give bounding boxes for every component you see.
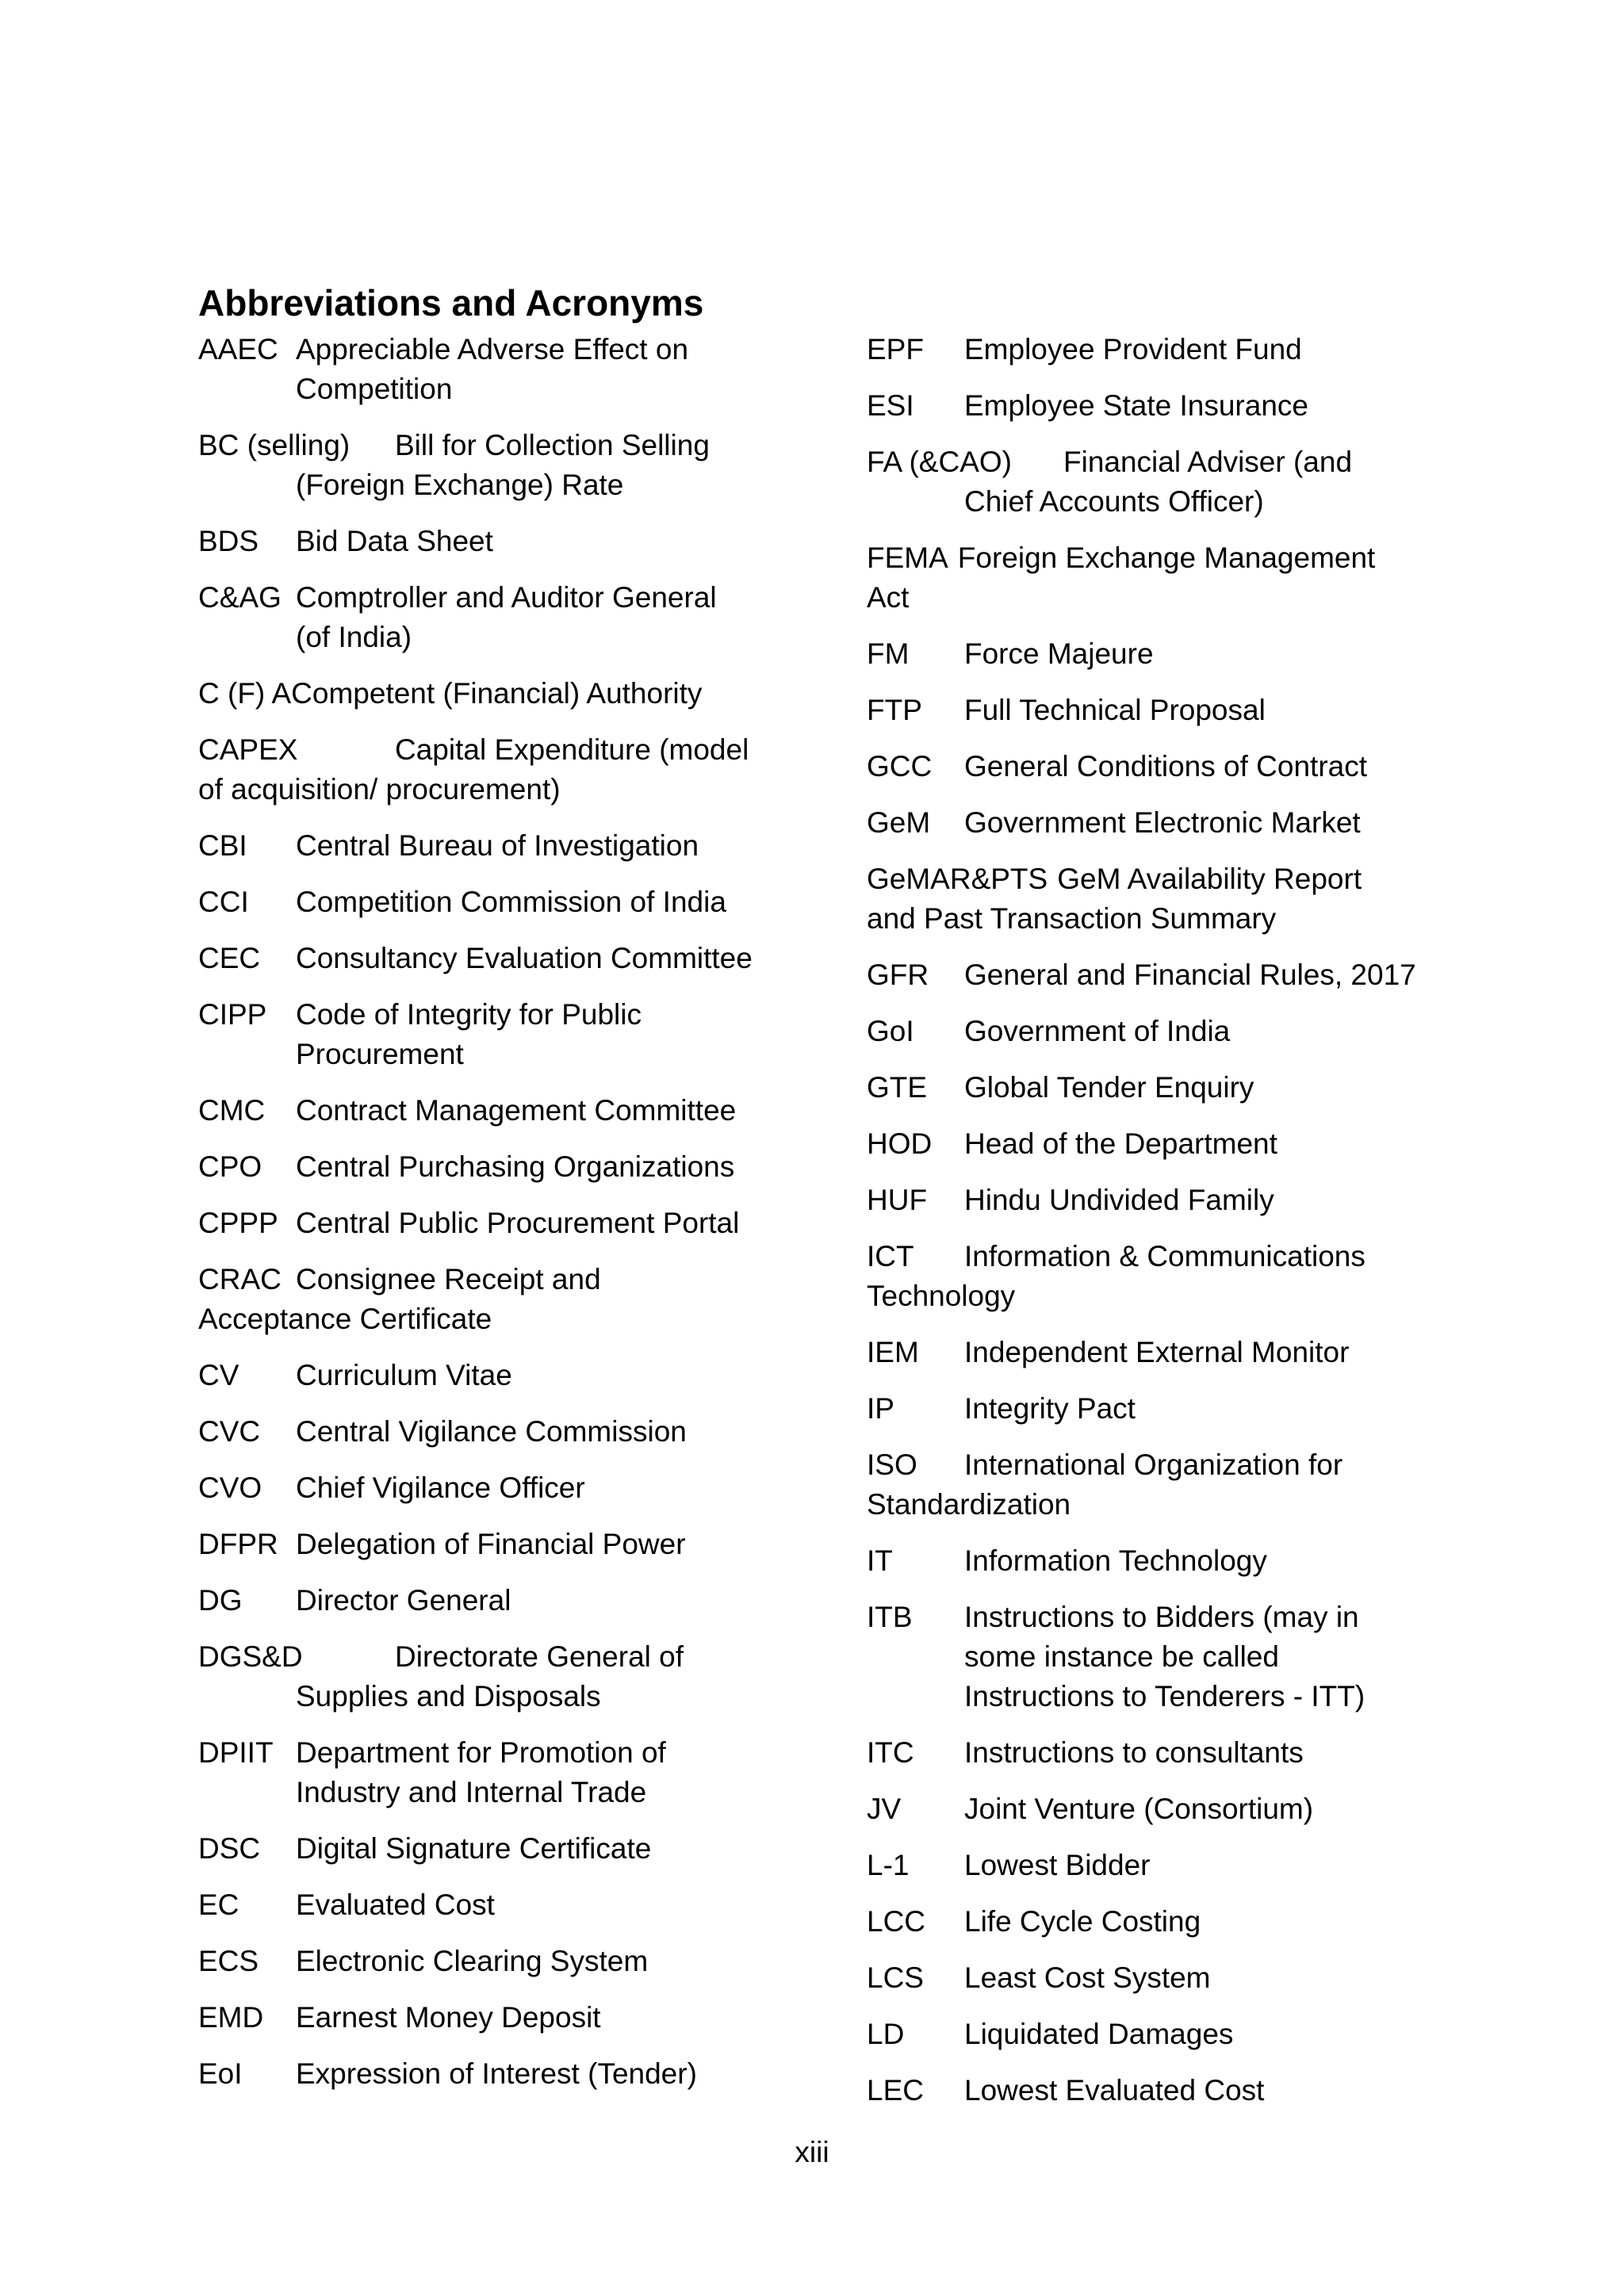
abbreviation: CCI [198, 886, 249, 918]
abbreviation-entry [198, 995, 785, 1074]
abbreviation-entry [867, 1068, 1454, 1108]
abbreviation: CRAC [198, 1263, 282, 1295]
abbreviation: CAPEX [198, 733, 298, 766]
abbreviation-entry [867, 634, 1454, 674]
expansion: Force Majeure [964, 637, 1154, 670]
abbreviation: L-1 [867, 1849, 910, 1881]
abbreviation: CPO [198, 1150, 262, 1183]
abbreviation: LCC [867, 1905, 926, 1938]
abbreviation-entry [867, 1333, 1454, 1372]
expansion: Delegation of Financial Power [296, 1528, 686, 1560]
expansion: Consultancy Evaluation Committee [296, 942, 753, 974]
expansion-continued: Chief Accounts Officer) [964, 485, 1264, 518]
abbreviation: DPIIT [198, 1736, 274, 1769]
abbreviation: EoI [198, 2057, 243, 2090]
expansion: Appreciable Adverse Effect on [296, 333, 689, 365]
right-column [867, 330, 1454, 2110]
expansion: Competition Commission of India [296, 886, 726, 918]
expansion: General and Financial Rules, 2017 [964, 959, 1416, 991]
abbreviation-entry [198, 1637, 785, 1716]
abbreviation: CVC [198, 1415, 261, 1448]
expansion: Expression of Interest (Tender) [296, 2057, 697, 2090]
abbreviation: IP [867, 1392, 894, 1425]
abbreviation-entry [867, 1733, 1454, 1773]
abbreviation: DFPR [198, 1528, 278, 1560]
expansion: GeM Availability Report [1057, 863, 1362, 895]
expansion: Least Cost System [964, 1961, 1211, 1994]
abbreviation-entry [198, 1525, 785, 1564]
abbreviation-entry [867, 1181, 1454, 1220]
expansion: Directorate General of [395, 1640, 684, 1673]
abbreviation: CBI [198, 829, 247, 862]
page-number: xiii [795, 2136, 829, 2168]
left-column [198, 330, 785, 2094]
abbreviation-entry [198, 1885, 785, 1925]
expansion: Government of India [964, 1015, 1231, 1047]
expansion: Information Technology [964, 1544, 1267, 1577]
expansion: Global Tender Enquiry [964, 1071, 1254, 1104]
abbreviation: C (F) A [198, 677, 292, 710]
expansion: Capital Expenditure (model [395, 733, 749, 766]
expansion: Instructions to consultants [964, 1736, 1304, 1769]
abbreviation: GFR [867, 959, 929, 991]
expansion: Employee Provident Fund [964, 333, 1302, 365]
expansion: Full Technical Proposal [964, 694, 1266, 726]
expansion: Liquidated Damages [964, 2018, 1234, 2050]
abbreviation-entry [198, 1147, 785, 1187]
abbreviation-entry [198, 1260, 785, 1339]
abbreviation-entry [867, 1541, 1454, 1581]
abbreviation: CVO [198, 1471, 262, 1504]
expansion: International Organization for [964, 1448, 1343, 1481]
expansion: Integrity Pact [964, 1392, 1136, 1425]
abbreviation: ICT [867, 1240, 914, 1272]
abbreviation-entry [867, 1445, 1454, 1525]
abbreviation-entry [198, 1998, 785, 2038]
expansion: Bill for Collection Selling [395, 429, 710, 461]
abbreviation-entry [198, 1581, 785, 1621]
abbreviation-entry [867, 747, 1454, 786]
expansion-continued: of acquisition/ procurement) [198, 773, 561, 806]
expansion: Instructions to Bidders (may in [964, 1601, 1359, 1633]
abbreviation: LEC [867, 2074, 924, 2107]
expansion: Central Purchasing Organizations [296, 1150, 735, 1183]
expansion: Lowest Evaluated Cost [964, 2074, 1265, 2107]
expansion-continued: Industry and Internal Trade [296, 1776, 647, 1808]
abbreviation-entry [198, 1356, 785, 1395]
abbreviation-entry [198, 1733, 785, 1812]
abbreviation: FTP [867, 694, 922, 726]
abbreviation-entry [198, 1468, 785, 1508]
abbreviation: ITC [867, 1736, 914, 1769]
expansion-continued: Supplies and Disposals [296, 1680, 601, 1712]
abbreviation: ISO [867, 1448, 917, 1481]
abbreviation-entry [198, 826, 785, 866]
abbreviation-entry [867, 803, 1454, 843]
expansion: Government Electronic Market [964, 806, 1361, 839]
abbreviation-entry [198, 674, 785, 714]
abbreviation-entry [198, 1091, 785, 1131]
abbreviation: EPF [867, 333, 924, 365]
expansion: Director General [296, 1584, 511, 1617]
abbreviation: EMD [198, 2001, 264, 2034]
expansion-continued: Standardization [867, 1488, 1071, 1521]
expansion: Employee State Insurance [964, 389, 1308, 422]
abbreviation: HOD [867, 1127, 933, 1160]
abbreviation: LD [867, 2018, 905, 2050]
expansion-continued: Acceptance Certificate [198, 1303, 492, 1335]
abbreviation-entry [867, 1124, 1454, 1164]
expansion: Hindu Undivided Family [964, 1184, 1274, 1216]
abbreviation-entry [867, 386, 1454, 426]
abbreviation: DG [198, 1584, 243, 1617]
expansion-continued: some instance be called [964, 1640, 1279, 1673]
abbreviation: CEC [198, 942, 261, 974]
expansion: Contract Management Committee [296, 1094, 737, 1127]
abbreviation-entry [198, 426, 785, 505]
abbreviation-entry [198, 522, 785, 561]
abbreviation-entry [867, 330, 1454, 369]
abbreviation: GTE [867, 1071, 928, 1104]
abbreviation: EC [198, 1888, 239, 1921]
expansion: Evaluated Cost [296, 1888, 495, 1921]
abbreviation-entry [867, 691, 1454, 730]
abbreviation: LCS [867, 1961, 924, 1994]
abbreviation-entry [867, 1902, 1454, 1942]
abbreviation-entry [198, 1412, 785, 1452]
abbreviation-entry [198, 730, 785, 809]
abbreviation-entry [198, 2054, 785, 2094]
abbreviation-entry [867, 1789, 1454, 1829]
abbreviation-entry [867, 1846, 1454, 1885]
expansion-continued: (of India) [296, 621, 412, 653]
expansion: Joint Venture (Consortium) [964, 1793, 1314, 1825]
abbreviation: FM [867, 637, 910, 670]
abbreviation: BDS [198, 525, 259, 557]
abbreviation: CMC [198, 1094, 266, 1127]
expansion: Digital Signature Certificate [296, 1832, 652, 1865]
abbreviation-entry [867, 1389, 1454, 1429]
abbreviation: FA (&CAO) [867, 446, 1012, 478]
expansion: Comptroller and Auditor General [296, 581, 717, 614]
abbreviation-entry [867, 2071, 1454, 2110]
expansion: Electronic Clearing System [296, 1945, 649, 1977]
page-title: Abbreviations and Acronyms [198, 282, 704, 323]
expansion-continued: and Past Transaction Summary [867, 902, 1277, 935]
expansion-continued: Technology [867, 1280, 1016, 1312]
abbreviation-entry [198, 1829, 785, 1869]
expansion: General Conditions of Contract [964, 750, 1367, 783]
expansion-continued: Competition [296, 373, 453, 405]
abbreviation: ESI [867, 389, 914, 422]
abbreviation: CIPP [198, 998, 267, 1031]
abbreviation: DGS&D [198, 1640, 303, 1673]
abbreviation-entry [198, 939, 785, 978]
abbreviation-entry [867, 1958, 1454, 1998]
abbreviation-entry [198, 578, 785, 657]
expansion: Competent (Financial) Authority [291, 677, 703, 710]
expansion: Financial Adviser (and [1063, 446, 1353, 478]
abbreviation: FEMA [867, 541, 948, 574]
abbreviation-entry [867, 538, 1454, 618]
abbreviation-entry [867, 859, 1454, 939]
abbreviation-entry [198, 882, 785, 922]
expansion: Code of Integrity for Public [296, 998, 642, 1031]
abbreviation: IEM [867, 1336, 919, 1368]
abbreviation-entry [198, 1942, 785, 1981]
expansion: Department for Promotion of [296, 1736, 666, 1769]
expansion: Lowest Bidder [964, 1849, 1151, 1881]
abbreviation: CPPP [198, 1207, 278, 1239]
abbreviation: ECS [198, 1945, 259, 1977]
expansion: Curriculum Vitae [296, 1359, 512, 1391]
abbreviation: IT [867, 1544, 893, 1577]
expansion-continued: Procurement [296, 1038, 464, 1070]
abbreviation-entry [867, 2015, 1454, 2054]
expansion-continued: (Foreign Exchange) Rate [296, 469, 624, 501]
abbreviation: AAEC [198, 333, 278, 365]
expansion: Consignee Receipt and [296, 1263, 601, 1295]
expansion: Independent External Monitor [964, 1336, 1350, 1368]
expansion: Earnest Money Deposit [296, 2001, 601, 2034]
expansion-continued: Instructions to Tenderers - ITT) [964, 1680, 1365, 1712]
abbreviation: CV [198, 1359, 239, 1391]
expansion: Information & Communications [964, 1240, 1365, 1272]
abbreviation: JV [867, 1793, 902, 1825]
abbreviation: GCC [867, 750, 933, 783]
abbreviation-entry [198, 330, 785, 409]
expansion: Central Public Procurement Portal [296, 1207, 740, 1239]
abbreviation-entry [867, 1237, 1454, 1316]
abbreviation: GeMAR&PTS [867, 863, 1048, 895]
expansion: Central Vigilance Commission [296, 1415, 687, 1448]
abbreviation: BC (selling) [198, 429, 350, 461]
abbreviation-entry [198, 1203, 785, 1243]
abbreviation: ITB [867, 1601, 913, 1633]
abbreviation-entry [867, 955, 1454, 995]
expansion-continued: Act [867, 581, 910, 614]
abbreviation: C&AG [198, 581, 282, 614]
expansion: Central Bureau of Investigation [296, 829, 699, 862]
abbreviation-entry [867, 1598, 1454, 1716]
expansion: Head of the Department [964, 1127, 1277, 1160]
expansion: Life Cycle Costing [964, 1905, 1201, 1938]
abbreviation: DSC [198, 1832, 261, 1865]
abbreviation: HUF [867, 1184, 928, 1216]
abbreviation: GeM [867, 806, 931, 839]
expansion: Bid Data Sheet [296, 525, 493, 557]
expansion: Chief Vigilance Officer [296, 1471, 585, 1504]
expansion: Foreign Exchange Management [957, 541, 1376, 574]
abbreviation-entry [867, 1012, 1454, 1051]
abbreviation-entry [867, 442, 1454, 522]
abbreviation: GoI [867, 1015, 914, 1047]
